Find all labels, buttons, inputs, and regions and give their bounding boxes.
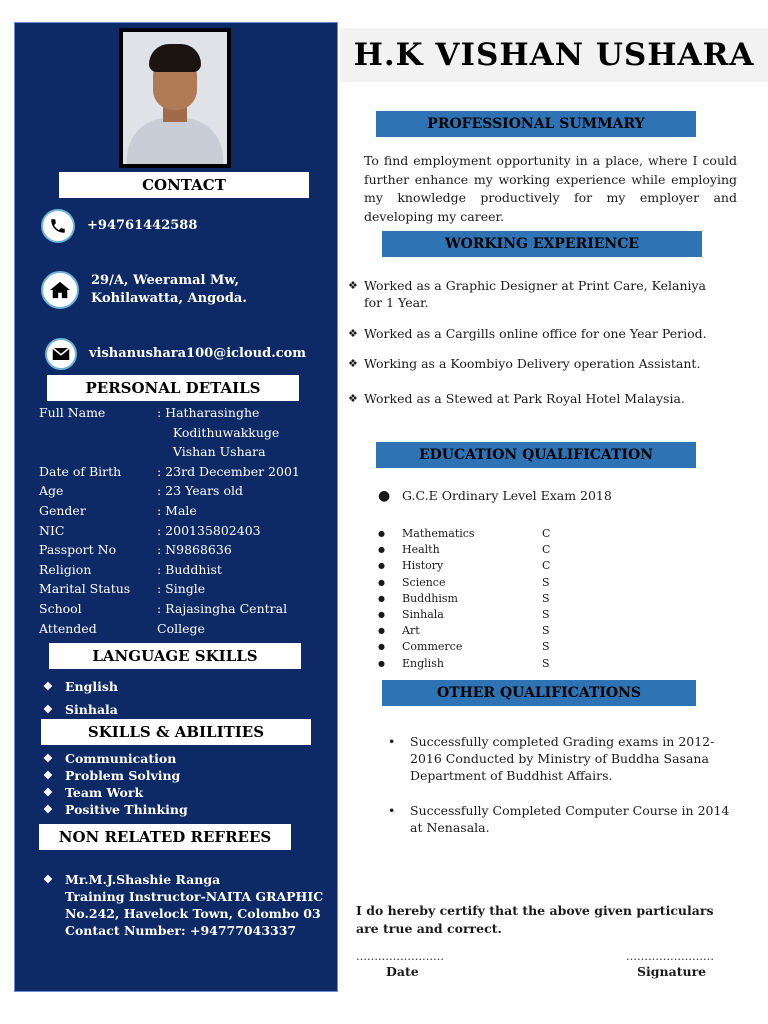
pd-row: Marital Status : Single	[39, 581, 206, 597]
list-item: ❖ Worked as a Cargills online office for one Year Period.	[348, 326, 707, 341]
referee-block	[43, 871, 323, 939]
bullet-icon: ●	[378, 488, 391, 504]
table-row: ● Mathematics C	[378, 527, 551, 540]
pd-row: Passport No : N9868636	[39, 542, 232, 558]
pd-row: NIC : 200135802403	[39, 522, 261, 538]
declaration-text: I do hereby certify that the above given particulars are true and correct.	[356, 903, 714, 936]
diamond-bullet-icon: ❖	[348, 327, 358, 340]
skills-list	[43, 750, 188, 818]
list-item: ❖ Worked as a Stewed at Park Royal Hotel Malaysia.	[348, 391, 685, 406]
referee-contact: Contact Number: +94777043337	[65, 923, 297, 938]
table-row: ● Science S	[378, 575, 550, 589]
list-item: ❖ Positive Thinking	[43, 802, 188, 817]
table-row: ● Buddhism S	[378, 591, 550, 605]
exam-title: ● G.C.E Ordinary Level Exam 2018	[378, 488, 612, 504]
date-dots: ……………………	[356, 950, 444, 963]
list-item: ❖ Working as a Koombiyo Delivery operation Assistant.	[348, 356, 701, 371]
diamond-bullet-icon: ❖	[43, 873, 53, 886]
language-skills-heading: LANGUAGE SKILLS	[49, 643, 301, 669]
diamond-bullet-icon: ❖	[43, 680, 53, 693]
language-list	[43, 675, 118, 721]
table-row: ● Sinhala S	[378, 608, 550, 622]
table-row: ● Art S	[378, 624, 550, 638]
diamond-bullet-icon: ❖	[43, 703, 53, 716]
table-row: ● Commerce S	[378, 640, 550, 654]
diamond-bullet-icon: ❖	[43, 786, 53, 799]
referee-name: Mr.M.J.Shashie Ranga	[65, 872, 221, 887]
pd-row: Attended College	[39, 620, 205, 636]
table-row: ● History C	[378, 559, 551, 573]
bullet-icon: •	[388, 734, 396, 749]
list-item: ❖ Sinhala	[43, 698, 118, 721]
candidate-name: H.K VISHAN USHARA	[340, 28, 768, 82]
diamond-bullet-icon: ❖	[348, 392, 358, 405]
experience-heading: WORKING EXPERIENCE	[382, 231, 702, 257]
email-row	[45, 338, 306, 370]
list-item: • Successfully completed Grading exams in 2012-2016 Conducted by Ministry of Buddha Sasana Department of Buddhist Affairs.	[388, 734, 715, 783]
sidebar	[14, 22, 338, 992]
date-label: Date	[386, 964, 419, 979]
table-row: ● English S	[378, 656, 550, 670]
list-item: ❖ Worked as a Graphic Designer at Print Care, Kelaniya for 1 Year.	[348, 278, 707, 310]
address-row	[41, 271, 247, 309]
pd-row: School : Rajasingha Central	[39, 600, 288, 616]
summary-text: To find employment opportunity in a place, where I could further enhance my working experience while employing my knowledge productively for my employer and developing my career.	[364, 153, 737, 224]
other-qualifications-heading: OTHER QUALIFICATIONS	[382, 680, 696, 706]
summary-heading: PROFESSIONAL SUMMARY	[376, 111, 696, 137]
phone-number[interactable]: +94761442588	[87, 218, 198, 233]
list-item: • Successfully Completed Computer Course in 2014 at Nenasala.	[388, 803, 730, 835]
personal-details-heading: PERSONAL DETAILS	[47, 375, 299, 401]
diamond-bullet-icon: ❖	[348, 357, 358, 370]
list-item: ❖ Problem Solving	[43, 768, 181, 783]
envelope-icon	[45, 338, 77, 370]
list-item: ❖ Communication	[43, 751, 177, 766]
diamond-bullet-icon: ❖	[43, 803, 53, 816]
subject-grades	[378, 526, 550, 672]
pd-row: Date of Birth : 23rd December 2001	[39, 463, 300, 479]
pd-row: Gender : Male	[39, 502, 197, 518]
pd-row: Age : 23 Years old	[39, 483, 243, 499]
address-line-1: 29/A, Weeramal Mw,	[91, 273, 240, 288]
phone-row	[41, 209, 197, 243]
pd-row: Religion : Buddhist	[39, 561, 222, 577]
email-address[interactable]: vishanushara100@icloud.com	[89, 346, 307, 361]
signature-dots: ……………………	[626, 950, 714, 963]
contact-heading: CONTACT	[59, 172, 309, 198]
list-item: ❖ English	[43, 675, 118, 698]
table-row: ● Health C	[378, 543, 551, 557]
pd-row: Kodithuwakkuge	[157, 424, 280, 440]
pd-row: Full Name : Hatharasinghe	[39, 405, 260, 420]
diamond-bullet-icon: ❖	[348, 279, 358, 292]
bullet-icon: •	[388, 803, 396, 818]
pd-row: Vishan Ushara	[157, 444, 266, 460]
phone-icon	[41, 209, 75, 243]
skills-heading: SKILLS & ABILITIES	[41, 719, 311, 745]
referee-address: No.242, Havelock Town, Colombo 03	[65, 906, 321, 921]
personal-details-table	[39, 403, 307, 638]
profile-photo	[119, 28, 231, 168]
referees-heading: NON RELATED REFREES	[39, 824, 291, 850]
address-line-2: Kohilawatta, Angoda.	[91, 291, 247, 306]
referee-title: Training Instructor-NAITA GRAPHIC	[65, 889, 324, 904]
list-item: ❖ Team Work	[43, 785, 144, 800]
diamond-bullet-icon: ❖	[43, 752, 53, 765]
education-heading: EDUCATION QUALIFICATION	[376, 442, 696, 468]
signature-label: Signature	[637, 964, 707, 979]
home-icon	[41, 271, 79, 309]
diamond-bullet-icon: ❖	[43, 769, 53, 782]
